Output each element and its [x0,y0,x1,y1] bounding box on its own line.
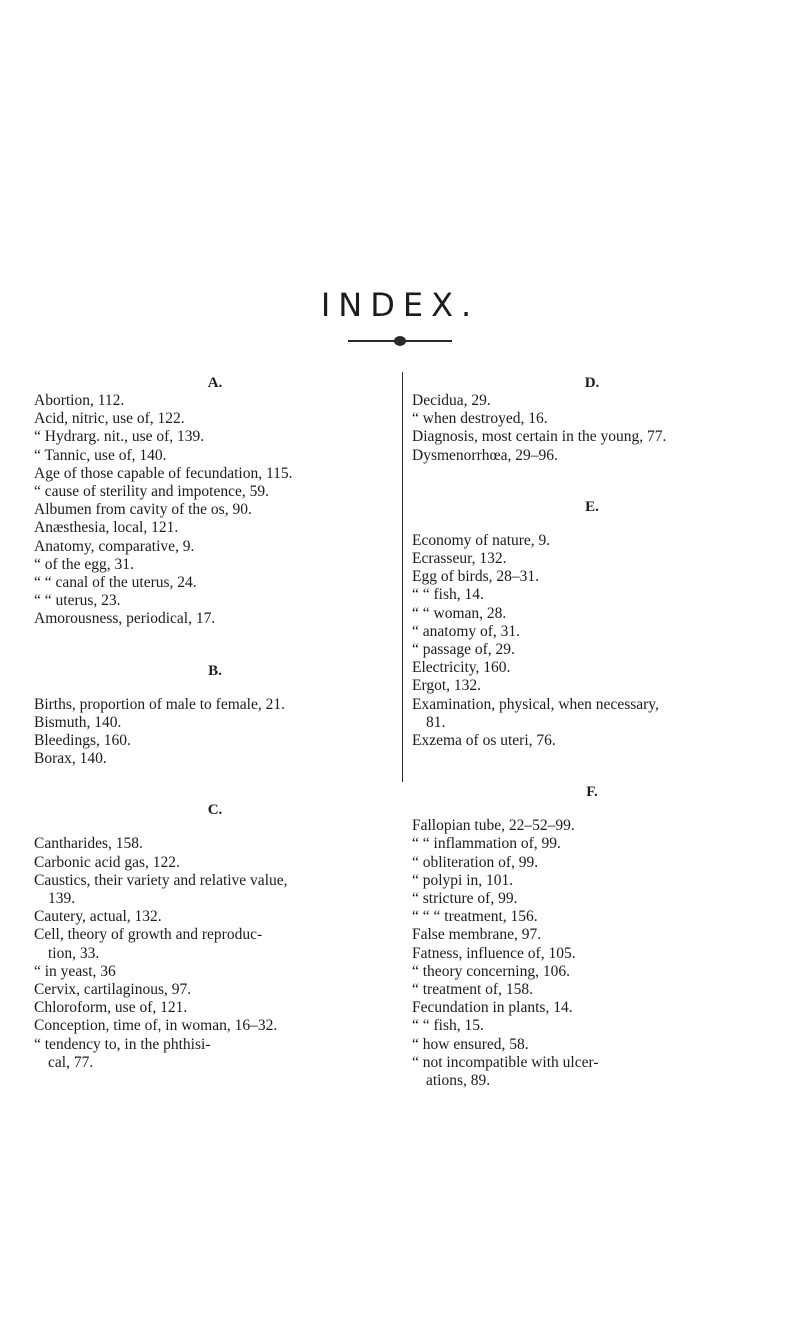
index-entry: “ how ensured, 58. [412,1035,529,1053]
column-divider [402,372,403,782]
index-entry: “ tendency to, in the phthisi- [34,1035,211,1053]
index-entry: “ anatomy of, 31. [412,622,521,640]
index-entry: “ polypi in, 101. [412,871,514,889]
index-entry: Fallopian tube, 22–52–99. [412,817,575,835]
index-entry: Births, proportion of male to female, 21. [34,695,285,713]
index-entry: “ obliteration of, 99. [412,853,539,871]
index-column-right [412,374,772,1090]
index-entry: Amorousness, periodical, 17. [34,610,216,628]
index-entry: Egg of birds, 28–31. [412,568,540,586]
index-entry: “ “ fish, 15. [412,1017,484,1035]
index-entry: “ “ fish, 14. [412,586,484,604]
index-entry: Caustics, their variety and relative value, [34,871,288,889]
index-entry: Examination, physical, when necessary, [412,695,659,713]
page-title: INDEX. [320,286,480,324]
index-entry: “ Hydrarg. nit., use of, 139. [34,428,205,446]
index-entry: “ Tannic, use of, 140. [34,446,167,464]
index-entry: Abortion, 112. [34,392,125,409]
index-entry: “ passage of, 29. [412,641,515,659]
index-entry: False membrane, 97. [412,926,542,944]
index-entry: “ in yeast, 36 [34,962,116,980]
index-entry: Carbonic acid gas, 122. [34,853,180,871]
index-entry: “ “ inflammation of, 99. [412,835,561,853]
index-entry: Cantharides, 158. [34,835,143,853]
index-entry: Electricity, 160. [412,659,511,677]
index-entry: “ of the egg, 31. [34,555,134,573]
section-letter: B. [208,662,222,679]
section-letter: D. [584,375,600,391]
section-letter: E. [585,498,599,515]
index-entry: Decidua, 29. [412,392,491,409]
section-letter: A. [207,375,223,391]
index-entry: Fatness, influence of, 105. [412,944,576,962]
index-entry: “ “ woman, 28. [412,604,507,622]
index-entry: Ergot, 132. [412,677,482,695]
title-ornament-knot [394,336,406,346]
index-entry: Chloroform, use of, 121. [34,999,188,1017]
index-entry: “ stricture of, 99. [412,890,518,908]
index-entry: Cell, theory of growth and reproduc- [34,926,263,944]
section-letter: C. [207,802,223,819]
index-entry: Bismuth, 140. [34,713,122,731]
index-entry: Age of those capable of fecundation, 115. [34,464,293,482]
index-entry: Acid, nitric, use of, 122. [34,410,185,428]
index-entry: Exzema of os uteri, 76. [412,732,556,750]
index-entry: Fecundation in plants, 14. [412,999,573,1017]
index-entry-continuation: 81. [426,713,446,731]
index-entry-continuation: 139. [48,890,76,908]
index-entry: Anatomy, comparative, 9. [34,537,195,555]
index-entry: “ treatment of, 158. [412,981,533,999]
section-letter: F. [586,784,598,801]
index-entry: “ “ canal of the uterus, 24. [34,574,197,592]
index-entry: Cervix, cartilaginous, 97. [34,981,192,999]
index-column-left [34,374,396,1072]
index-entry: Bleedings, 160. [34,732,131,750]
index-entry: Borax, 140. [34,750,107,768]
index-entry: “ cause of sterility and impotence, 59. [34,483,270,501]
index-entry: “ not incompatible with ulcer- [412,1053,599,1071]
index-entry: “ “ “ treatment, 156. [412,908,538,926]
index-entry: Ecrasseur, 132. [412,550,507,568]
index-entry-continuation: cal, 77. [48,1053,94,1071]
index-entry: “ “ uterus, 23. [34,592,121,610]
index-entry-continuation: tion, 33. [48,944,100,962]
index-entry: Anæsthesia, local, 121. [34,519,179,537]
index-entry: Conception, time of, in woman, 16–32. [34,1017,278,1035]
index-entry: “ when destroyed, 16. [412,410,548,428]
index-entry: Albumen from cavity of the os, 90. [34,501,252,519]
index-entry: Cautery, actual, 132. [34,908,162,926]
index-entry: Economy of nature, 9. [412,531,551,549]
index-entry: “ theory concerning, 106. [412,962,570,980]
index-entry: Dysmenorrhœa, 29–96. [412,446,558,464]
index-entry-continuation: ations, 89. [426,1072,491,1090]
index-entry: Diagnosis, most certain in the young, 77. [412,428,667,446]
